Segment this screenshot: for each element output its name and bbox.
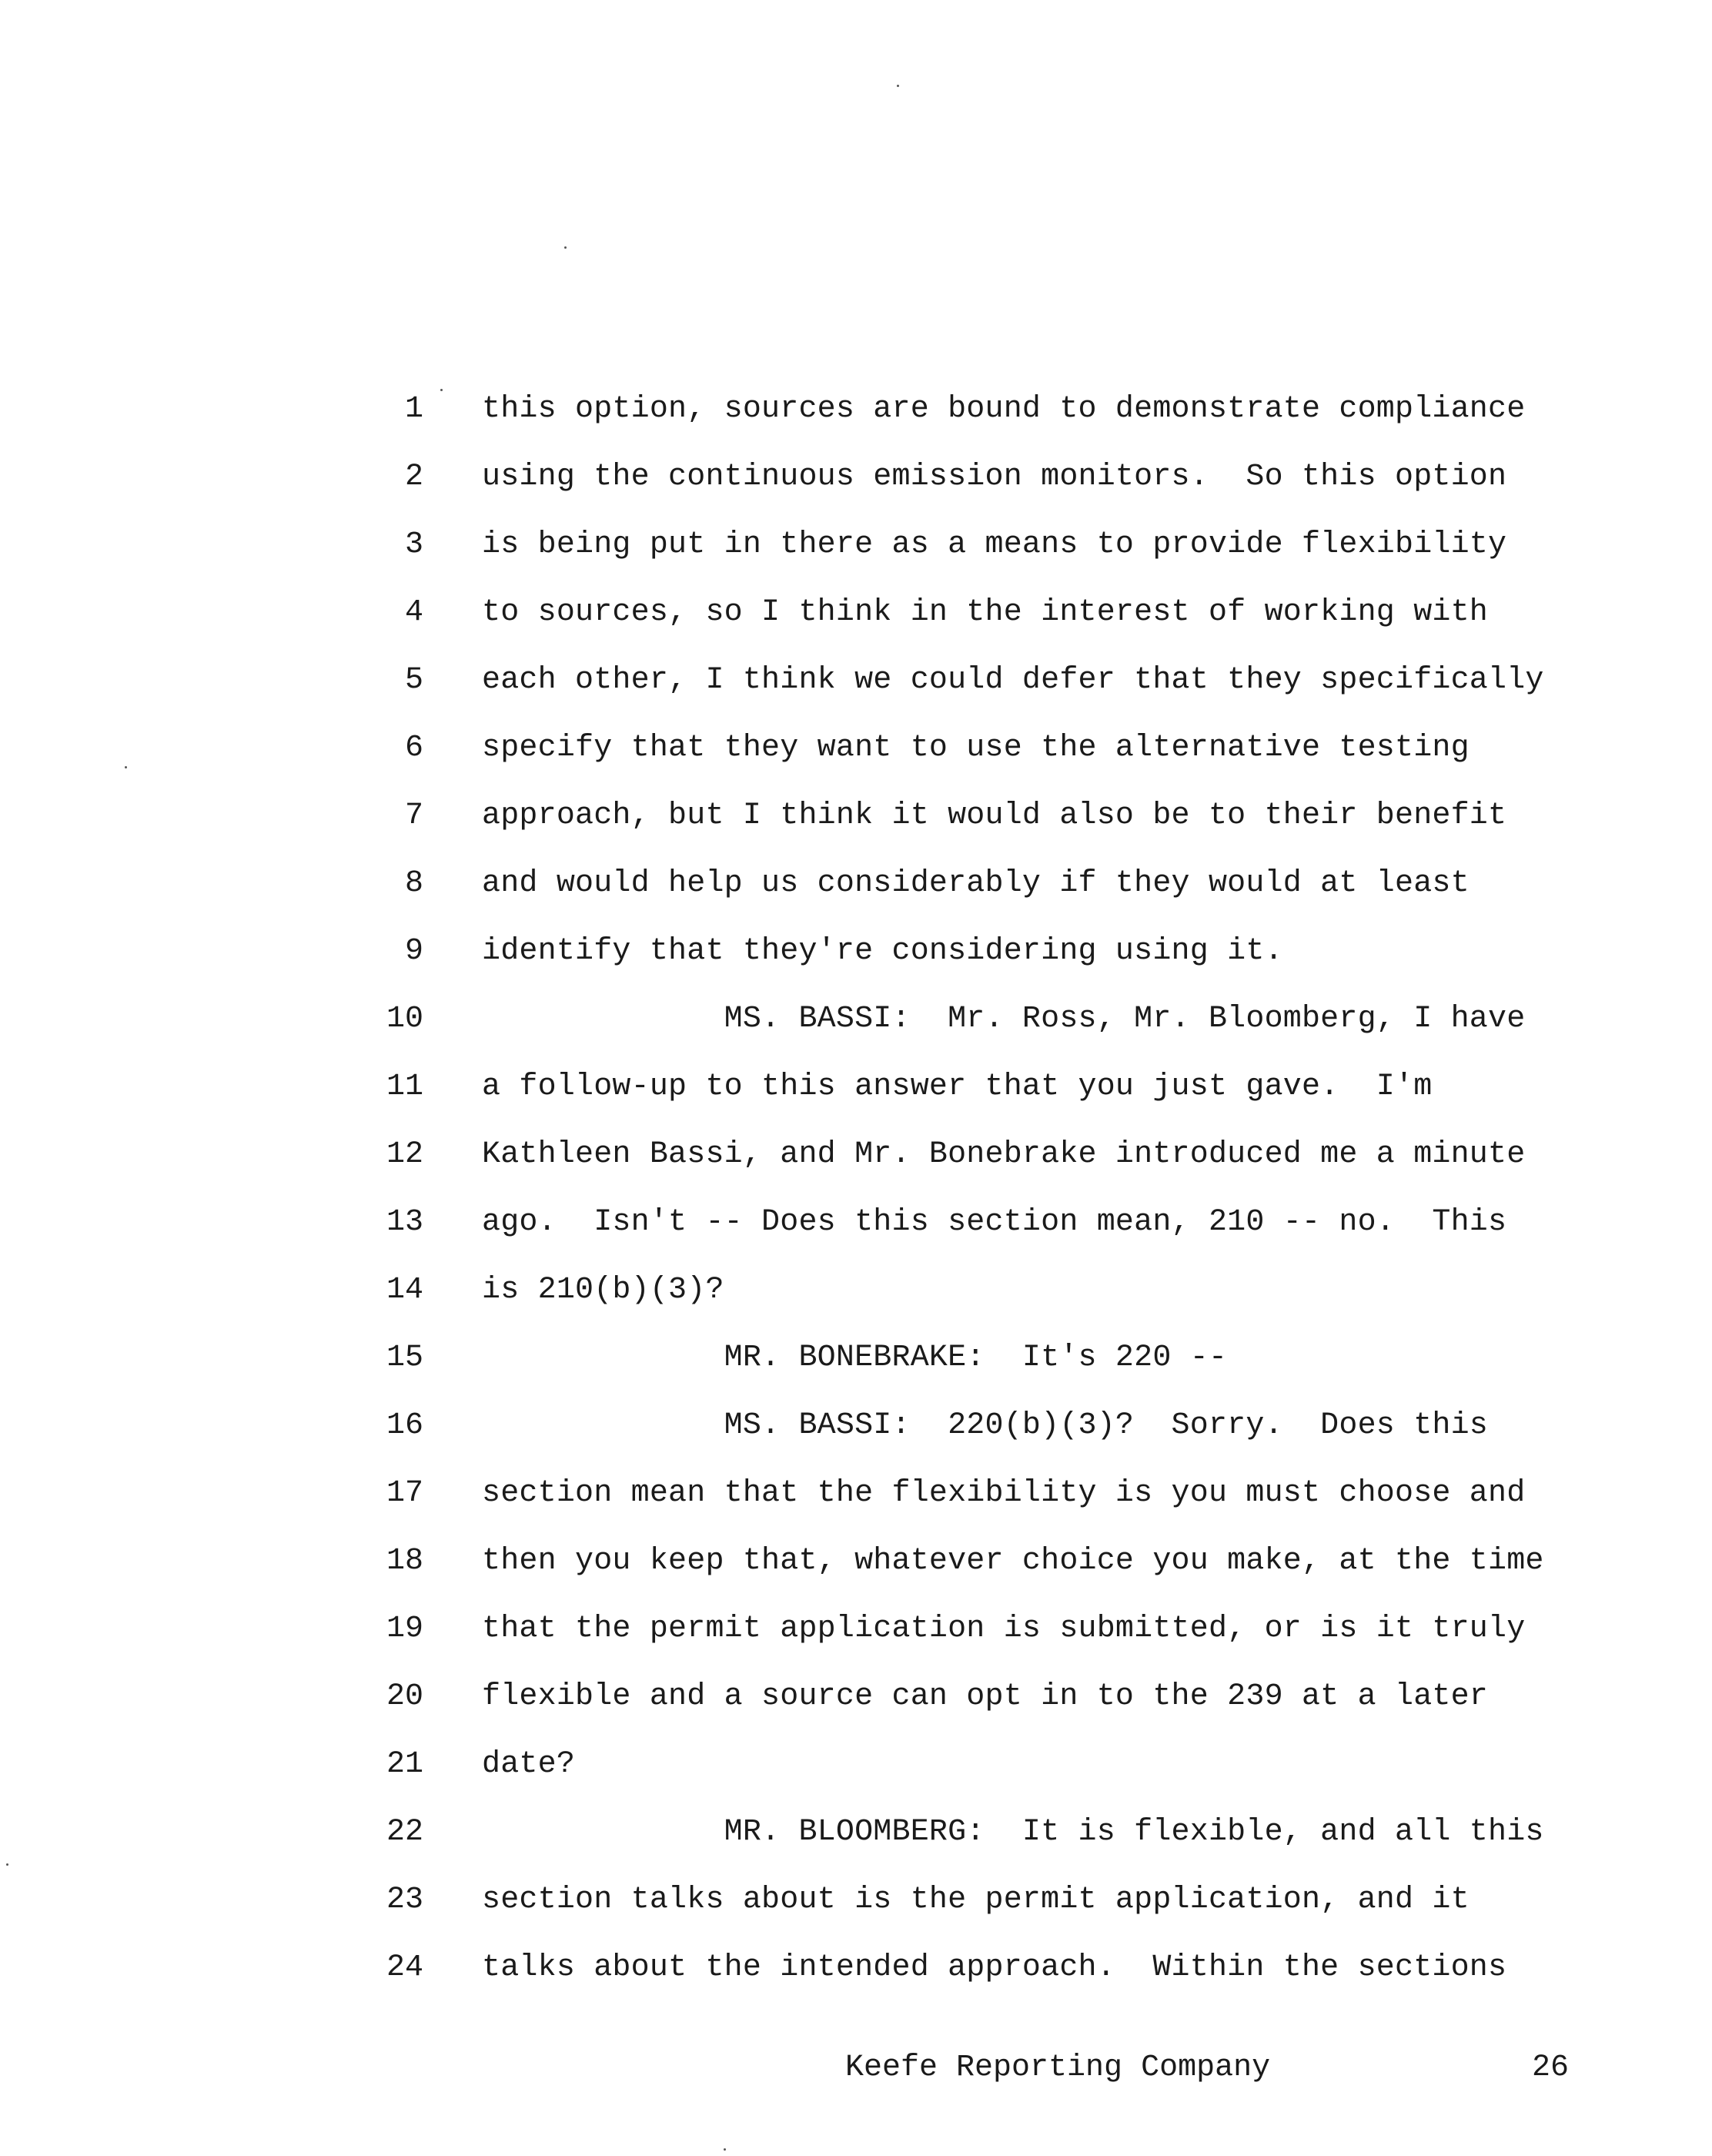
line-number: 2 (404, 460, 423, 494)
scan-speck (440, 389, 443, 391)
transcript-line (0, 1257, 1712, 1324)
line-number: 3 (404, 527, 423, 562)
line-text: MR. BONEBRAKE: It's 220 -- (482, 1341, 1228, 1375)
line-number: 12 (386, 1137, 423, 1172)
transcript-line (0, 1392, 1712, 1460)
line-number: 13 (386, 1205, 423, 1240)
line-number: 11 (386, 1070, 423, 1104)
line-text: this option, sources are bound to demonstrate compliance (482, 392, 1526, 427)
line-text: is 210(b)(3)? (482, 1273, 724, 1307)
transcript-line (0, 1731, 1712, 1799)
line-number: 9 (404, 934, 423, 969)
footer-company-name: Keefe Reporting Company (845, 2051, 1271, 2085)
line-text: flexible and a source can opt in to the 239 at a later (482, 1679, 1489, 1714)
line-number: 8 (404, 866, 423, 901)
line-number: 21 (386, 1747, 423, 1782)
transcript-line (0, 715, 1712, 782)
scan-speck (125, 766, 127, 768)
transcript-line (0, 1799, 1712, 1866)
line-number: 19 (386, 1612, 423, 1646)
line-text: section talks about is the permit application, and it (482, 1883, 1470, 1917)
transcript-line (0, 1053, 1712, 1121)
line-text: ago. Isn't -- Does this section mean, 210 -- no. This (482, 1205, 1507, 1240)
line-text: approach, but I think it would also be to their benefit (482, 798, 1507, 833)
line-text: Kathleen Bassi, and Mr. Bonebrake introduced me a minute (482, 1137, 1526, 1172)
line-number: 6 (404, 731, 423, 765)
scan-speck (564, 246, 567, 249)
transcript-line (0, 647, 1712, 715)
line-number: 17 (386, 1476, 423, 1511)
line-number: 14 (386, 1273, 423, 1307)
transcript-line (0, 579, 1712, 647)
transcript-line (0, 376, 1712, 444)
transcript-line (0, 782, 1712, 850)
line-number: 10 (386, 1002, 423, 1036)
line-text: and would help us considerably if they would at least (482, 866, 1470, 901)
line-number: 23 (386, 1883, 423, 1917)
line-text: to sources, so I think in the interest of working with (482, 595, 1489, 630)
transcript-line (0, 511, 1712, 579)
scan-speck (6, 1863, 8, 1866)
line-text: a follow-up to this answer that you just gave. I'm (482, 1070, 1433, 1104)
line-text: each other, I think we could defer that they specifically (482, 663, 1544, 698)
transcript-line (0, 1189, 1712, 1257)
transcript-line (0, 1324, 1712, 1392)
transcript-line (0, 1595, 1712, 1663)
line-text: section mean that the flexibility is you must choose and (482, 1476, 1526, 1511)
line-text: that the permit application is submitted, or is it truly (482, 1612, 1526, 1646)
line-number: 16 (386, 1408, 423, 1443)
transcript-line (0, 1121, 1712, 1189)
line-number: 5 (404, 663, 423, 698)
line-text: talks about the intended approach. Within the sections (482, 1950, 1507, 1985)
line-number: 24 (386, 1950, 423, 1985)
transcript-line (0, 444, 1712, 511)
line-text: is being put in there as a means to provide flexibility (482, 527, 1507, 562)
scan-speck (897, 85, 899, 87)
line-text: then you keep that, whatever choice you make, at the time (482, 1544, 1544, 1578)
transcript-line (0, 1934, 1712, 2002)
scan-speck (724, 2148, 726, 2151)
line-text: MR. BLOOMBERG: It is flexible, and all this (482, 1815, 1544, 1850)
line-number: 4 (404, 595, 423, 630)
page-number: 26 (1532, 2051, 1570, 2085)
line-number: 7 (404, 798, 423, 833)
line-text: specify that they want to use the alternative testing (482, 731, 1470, 765)
line-text: MS. BASSI: Mr. Ross, Mr. Bloomberg, I have (482, 1002, 1526, 1036)
line-number: 15 (386, 1341, 423, 1375)
line-text: identify that they're considering using it. (482, 934, 1283, 969)
line-number: 20 (386, 1679, 423, 1714)
transcript-line (0, 918, 1712, 986)
transcript-line (0, 1866, 1712, 1934)
transcript-line (0, 850, 1712, 918)
line-text: date? (482, 1747, 576, 1782)
line-text: using the continuous emission monitors. So this option (482, 460, 1507, 494)
transcript-line (0, 986, 1712, 1053)
transcript-line (0, 1460, 1712, 1528)
transcript-line (0, 1663, 1712, 1731)
line-number: 1 (404, 392, 423, 427)
line-text: MS. BASSI: 220(b)(3)? Sorry. Does this (482, 1408, 1489, 1443)
transcript-line (0, 1528, 1712, 1595)
line-number: 22 (386, 1815, 423, 1850)
line-number: 18 (386, 1544, 423, 1578)
